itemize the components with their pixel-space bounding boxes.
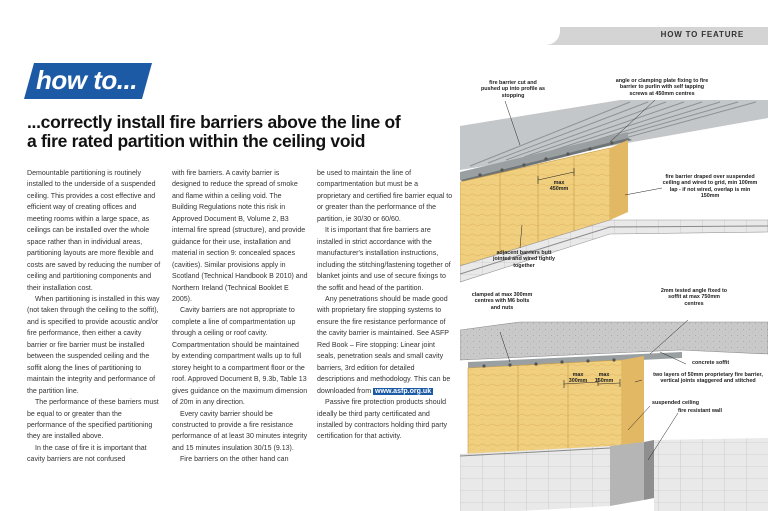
article-column-2 — [172, 168, 308, 466]
paragraph: Every cavity barrier should be constructed to provide a fire resistance performance of at least 30 minutes integrity and 15 minutes insulation 30/15 (9.13). — [172, 410, 308, 452]
paragraph: In the case of fire it is important that cavity barriers are not confused — [27, 444, 147, 464]
paragraph: It is important that fire barriers are installed in strict accordance with the manufacturer's installation instructions, including the stitching/fastening together of blanket joints and use of secure fixings to the soffit and head of the partition. — [317, 227, 451, 292]
paragraph: with fire barriers. A cavity barrier is designed to reduce the spread of smoke and flame within a ceiling void. The Building Regulations note this risk in Approved Document B, Volume 2, B3 internal fire spread (structure), and provide guidance for their use, installation and material in section 9: concealed spaces (cavities). Similar provisions apply in Scotland (Technical Handbook B 2010) and Northern Ireland (Technical Booklet E 2005). — [172, 170, 308, 303]
section-label: HOW TO FEATURE — [660, 30, 744, 39]
paragraph-text: Any penetrations should be made good with proprietary fire stopping systems to ensure the fire resistance performance of the cavity barrier is maintained. See ASFP Red Book – Fire stopping: Linear joint seals, penetration seals and small cavity barriers, 3rd edition for detailed descriptions and methodology. This can be downloaded from — [317, 295, 451, 395]
dimension-max-label: max — [598, 372, 610, 378]
asfp-website-link[interactable]: www.asfp.org.uk — [375, 387, 432, 395]
paragraph: be used to maintain the line of compartmentation but must be a proprietary and certified fire barrier equal to or greater than the performance of the partition, ie 30/30 or 60/60. — [317, 170, 453, 223]
dimension-max-label: max — [553, 180, 565, 186]
label-fire-resistant-wall: fire resistant wall — [678, 408, 723, 414]
paragraph: The performance of these barriers must be equal to or greater than the performance of the specified partitioning they are installed above. — [27, 399, 159, 441]
paragraph: Fire barriers on the other hand can — [180, 456, 289, 464]
paragraph: When partitioning is installed in this way (not taken through the ceiling to the soffit), and is specified to provide acoustic and/or fire performance, then either a cavity barrier or fire barrier must be installed between the suspended ceiling and the soffit along the lines of partitioning to maintain the integrity and performance of the partition line. — [27, 295, 160, 395]
dimension-300 — [564, 372, 592, 384]
headline-line-2: a fire rated partition within the ceiling void — [27, 131, 366, 151]
article-column-1 — [27, 168, 163, 466]
dimension-150 — [590, 372, 618, 384]
label-two-layers: two layers of 50mm proprietary fire barrier, vertical joints staggered and stitched — [653, 372, 763, 385]
dimension-450 — [543, 180, 575, 192]
paragraph: Passive fire protection products should ideally be third party certificated and installed by contractors holding third party certification for that activity. — [317, 399, 448, 441]
label-barrier-draped: fire barrier draped over suspended ceiling and wired to grid, min 100mm lap - if not wired, overlap is min 150mm — [662, 174, 758, 200]
paragraph: Demountable partitioning is routinely installed to the underside of a suspended ceiling. This provides a cost effective and efficient way of creating offices and meeting rooms within a large space, as ceilings can be installed over the whole space rather than in individual areas, partitioning layouts are more flexible and costs are saved by reducing the number of ceiling and partitioning components and their installation cost. — [27, 170, 161, 292]
headline-line-1: ...correctly install fire barriers above the line of — [27, 112, 401, 132]
label-clamped: clamped at max 300mm centres with M6 bolts and nuts — [471, 292, 533, 311]
label-concrete-soffit: concrete soffit — [692, 360, 730, 366]
dimension-450-value: 450mm — [549, 186, 569, 192]
badge-text: how to... — [36, 65, 137, 95]
article-headline — [27, 113, 457, 151]
how-to-badge — [24, 63, 152, 99]
article-column-3 — [317, 168, 453, 443]
fire-barrier-illustrations — [460, 70, 768, 511]
bottom-diagram — [460, 320, 768, 511]
label-adjacent-barriers: adjacent barriers butt jointed and wired tightly together — [493, 250, 555, 269]
label-angle-fixing: angle or clamping plate fixing to fire barrier to purlin with self tapping screws at 450mm centres — [615, 78, 709, 97]
label-tested-angle: 2mm tested angle fixed to soffit at max 750mm centres — [660, 288, 728, 307]
dimension-max-label: max — [572, 372, 584, 378]
paragraph: Cavity barriers are not appropriate to complete a line of compartmentation up through a ceiling or roof cavity. Compartmentation should be maintained by extending compartment walls up to full storey height to a compartment floor or the roof. Approved Document B, 9.3b, Table 13 gives guidance on the maximum dimension of 20m in any direction. — [172, 307, 308, 407]
dimension-300-value: 300mm — [568, 378, 588, 384]
paragraph — [317, 294, 453, 397]
header-bar-tab — [0, 27, 560, 45]
label-barrier-cut: fire barrier cut and pushed up into profile as stopping — [480, 80, 546, 99]
label-suspended-ceiling: suspended ceiling — [652, 400, 700, 406]
section-header-bar — [0, 27, 768, 45]
dimension-150-value: 150mm — [594, 378, 614, 384]
